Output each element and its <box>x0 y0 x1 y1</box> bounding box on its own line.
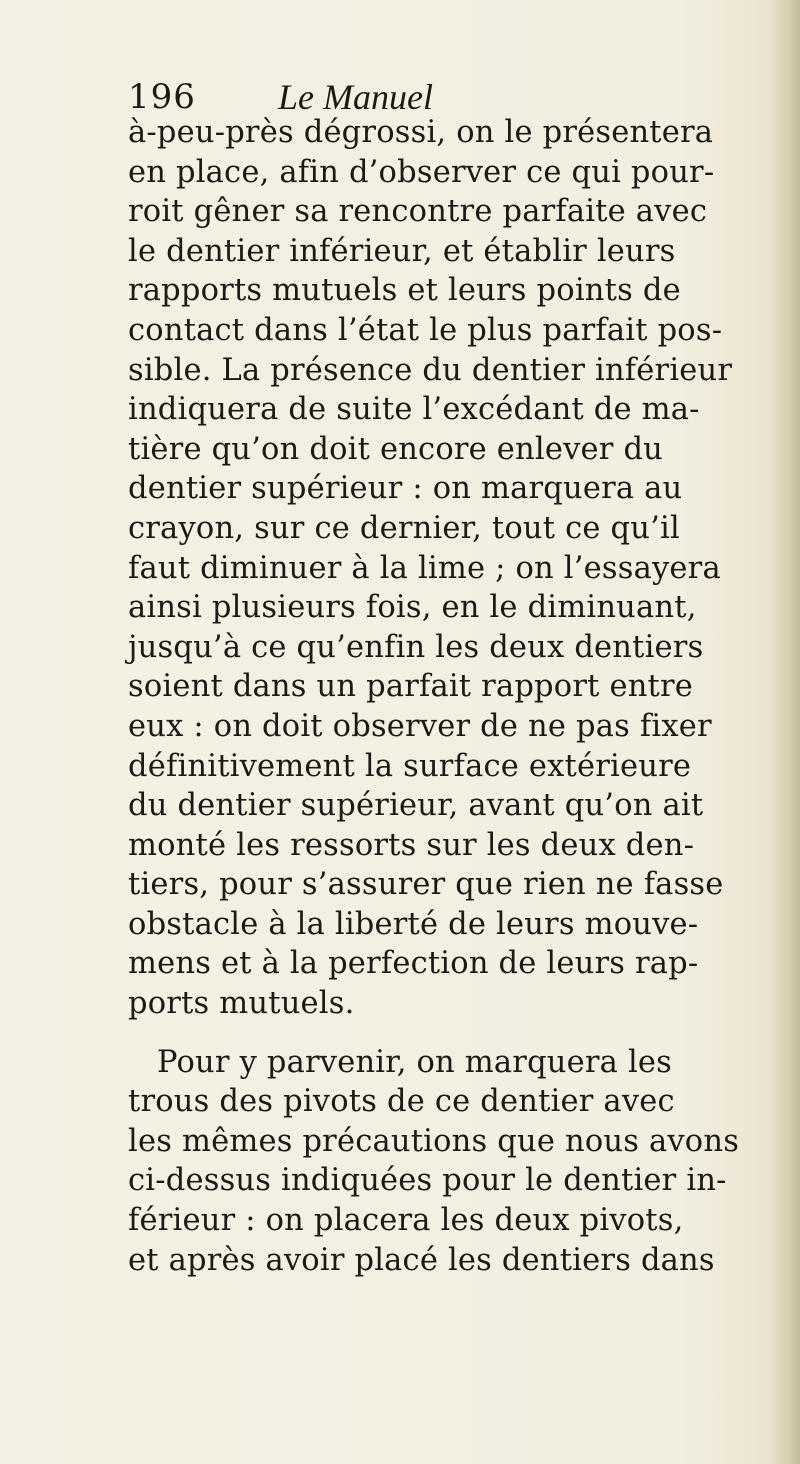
text-line: monté les ressorts sur les deux den- <box>128 827 695 863</box>
text-line: mens et à la perfection de leurs rap- <box>128 946 699 982</box>
text-line: en place, afin d’observer ce qui pour- <box>128 154 715 190</box>
text-line: férieur : on placera les deux pivots, <box>128 1203 684 1239</box>
running-title: Le Manuel <box>278 77 433 117</box>
text-line: roit gêner sa rencontre parfaite avec <box>128 194 708 230</box>
text-line: sible. La présence du dentier inférieur <box>128 352 733 388</box>
text-line: crayon, sur ce dernier, tout ce qu’il <box>128 510 680 546</box>
text-line: ports mutuels. <box>128 986 355 1022</box>
text-line: et après avoir placé les dentiers dans <box>128 1242 715 1278</box>
text-line: obstacle à la liberté de leurs mouve- <box>128 906 699 942</box>
text-line: rapports mutuels et leurs points de <box>128 273 681 309</box>
paragraph-1 <box>128 113 768 1024</box>
text-line: Pour y parvenir, on marquera les <box>157 1044 672 1080</box>
text-line: le dentier inférieur, et établir leurs <box>128 233 676 269</box>
text-line: dentier supérieur : on marquera au <box>128 471 683 507</box>
text-line: indiquera de suite l’excédant de ma- <box>128 392 700 428</box>
text-line: ci-dessus indiquées pour le dentier in- <box>128 1163 727 1199</box>
text-line: contact dans l’état le plus parfait pos- <box>128 312 723 348</box>
text-line: tiers, pour s’assurer que rien ne fasse <box>128 867 724 903</box>
paragraph-spacer <box>128 1024 768 1043</box>
page-edge-shadow <box>770 0 800 1464</box>
text-line: trous des pivots de ce dentier avec <box>128 1084 675 1120</box>
text-line: soient dans un parfait rapport entre <box>128 669 694 705</box>
text-line: faut diminuer à la lime ; on l’essayera <box>128 550 721 586</box>
paragraph-2 <box>128 1043 768 1281</box>
body-text <box>128 113 768 1280</box>
page-number: 196 <box>128 77 196 117</box>
text-line: à-peu-près dégrossi, on le présentera <box>128 115 714 150</box>
text-line: tière qu’on doit encore enlever du <box>128 431 664 467</box>
text-line: définitivement la surface extérieure <box>128 748 692 784</box>
text-line: du dentier supérieur, avant qu’on ait <box>128 788 704 824</box>
text-line: les mêmes précautions que nous avons <box>128 1123 740 1159</box>
text-line: eux : on doit observer de ne pas fixer <box>128 708 712 744</box>
text-line: ainsi plusieurs fois, en le diminuant, <box>128 590 697 626</box>
text-line: jusqu’à ce qu’enfin les deux dentiers <box>128 629 704 665</box>
